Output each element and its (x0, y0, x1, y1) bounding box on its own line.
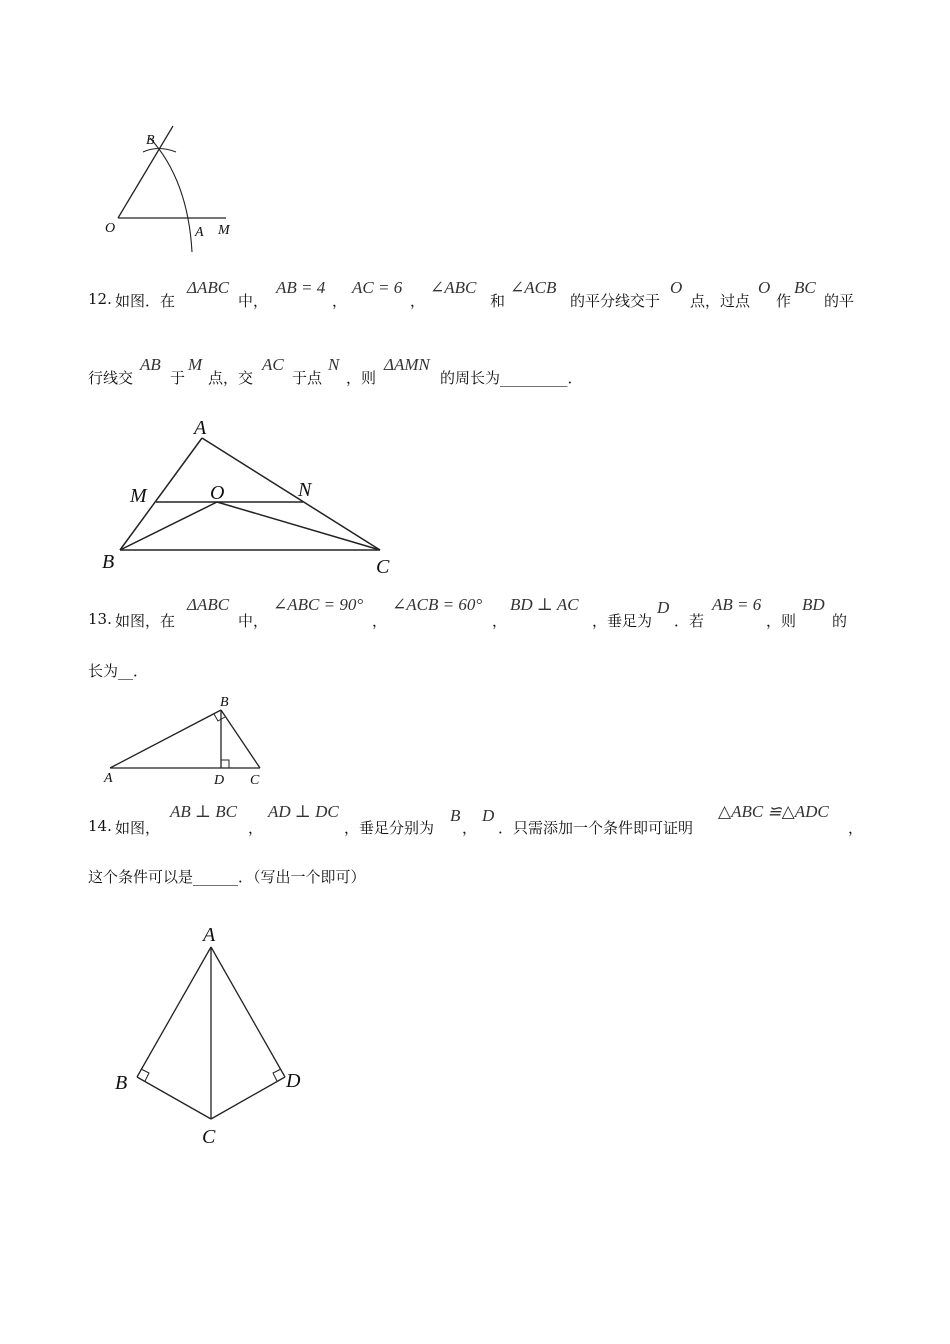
math-expr: AC (262, 355, 284, 374)
text-segment: ， (332, 292, 348, 310)
text-segment: ， (848, 819, 864, 837)
fig12-label-b: B (102, 551, 115, 573)
text-segment: 点，交 (208, 369, 254, 387)
text-segment: ，垂足为 (592, 612, 653, 630)
math-expr: M (188, 355, 203, 374)
math-expr: ∠ACB (510, 278, 557, 297)
text-segment: 于 (170, 369, 186, 387)
text-segment: 中， (238, 612, 269, 630)
math-expr: AC = 6 (352, 278, 403, 297)
side-bc (221, 710, 260, 768)
math-expr: AB = 6 (712, 595, 762, 614)
math-expr: BD (802, 595, 825, 614)
fig11-label-a: A (195, 225, 204, 240)
math-expr: AB = 4 (276, 278, 326, 297)
math-expr: ∠ACB = 60° (392, 595, 483, 614)
fig13-label-d: D (214, 773, 225, 788)
text-segment: 的周长为_________． (440, 369, 583, 387)
math-expr: ΔABC (187, 278, 230, 297)
math-expr: BD ⊥ AC (510, 595, 579, 614)
math-expr: AB (140, 355, 161, 374)
side-dc (211, 1077, 285, 1119)
text-segment: ， (410, 292, 426, 310)
figure-kite-abcd (110, 915, 330, 1155)
figure-triangle-amn (100, 410, 410, 585)
fig12-label-m: M (130, 485, 147, 507)
text-segment: ， (248, 819, 264, 837)
side-ab (137, 947, 211, 1077)
text-segment: ．只需添加一个条件即可证明 (498, 819, 694, 837)
figure-right-triangle-abc (100, 690, 280, 790)
math-expr: D (482, 806, 495, 825)
fig14-label-c: C (202, 1126, 216, 1148)
text-segment: 这个条件可以是______．（写出一个即可） (88, 868, 366, 886)
text-segment: ，垂足分别为 (344, 819, 435, 837)
side-bc (137, 1077, 211, 1119)
fig12-label-a: A (194, 417, 207, 439)
math-expr: D (657, 598, 670, 617)
text-segment: 长为__． (88, 662, 149, 680)
right-angle-mark-d (273, 1069, 281, 1081)
fig11-label-m: M (218, 223, 230, 238)
fig12-label-o: O (210, 482, 225, 504)
fig13-label-a: A (104, 771, 113, 786)
text-segment: 如图， (115, 819, 161, 837)
fig12-label-c: C (376, 556, 390, 578)
side-ad (211, 947, 285, 1077)
question-number: 12. (88, 290, 112, 308)
text-segment: 作 (776, 292, 792, 310)
text-segment: 的平分线交于 (570, 292, 661, 310)
segment-co (217, 502, 380, 550)
text-segment: 中， (238, 292, 269, 310)
figure-angle-construction (100, 120, 250, 260)
text-segment: ．若 (674, 612, 705, 630)
right-angle-mark-d (221, 760, 229, 768)
text-segment: 的平 (824, 292, 855, 310)
text-segment: ， (372, 612, 388, 630)
math-expr: BC (794, 278, 816, 297)
text-segment: 于点 (292, 369, 323, 387)
math-expr: AB ⊥ BC (170, 802, 237, 821)
text-segment: ， (462, 819, 478, 837)
fig12-label-n: N (298, 479, 312, 501)
math-expr: ∠ABC (430, 278, 477, 297)
fig13-label-c: C (250, 773, 260, 788)
text-segment: 和 (490, 292, 506, 310)
fig14-label-b: B (115, 1072, 128, 1094)
math-expr: O (670, 278, 683, 297)
fig13-label-b: B (220, 695, 229, 710)
math-expr: ΔAMN (384, 355, 430, 374)
math-expr: ∠ABC = 90° (273, 595, 364, 614)
fig11-label-b: B (146, 133, 155, 148)
question-number: 13. (88, 610, 112, 628)
text-segment: ，则 (766, 612, 797, 630)
fig11-label-o: O (105, 221, 116, 236)
math-expr: B (450, 806, 461, 825)
math-expr: △ABC ≌△ADC (718, 802, 829, 821)
math-expr: AD ⊥ DC (268, 802, 339, 821)
right-angle-mark-b (141, 1069, 149, 1081)
question-number: 14. (88, 817, 112, 835)
text-segment: 的 (832, 612, 848, 630)
side-ac (202, 438, 380, 550)
text-segment: 如图．在 (115, 292, 176, 310)
side-ab (110, 710, 221, 768)
text-segment: ，则 (346, 369, 377, 387)
fig14-label-d: D (286, 1070, 301, 1092)
right-angle-mark-b (214, 714, 225, 721)
text-segment: 点，过点 (690, 292, 751, 310)
text-segment: 行线交 (88, 369, 134, 387)
fig14-label-a: A (203, 924, 216, 946)
text-segment: 如图，在 (115, 612, 176, 630)
math-expr: N (328, 355, 340, 374)
math-expr: O (758, 278, 771, 297)
math-expr: ΔABC (187, 595, 230, 614)
segment-bo (120, 502, 217, 550)
text-segment: ， (492, 612, 508, 630)
